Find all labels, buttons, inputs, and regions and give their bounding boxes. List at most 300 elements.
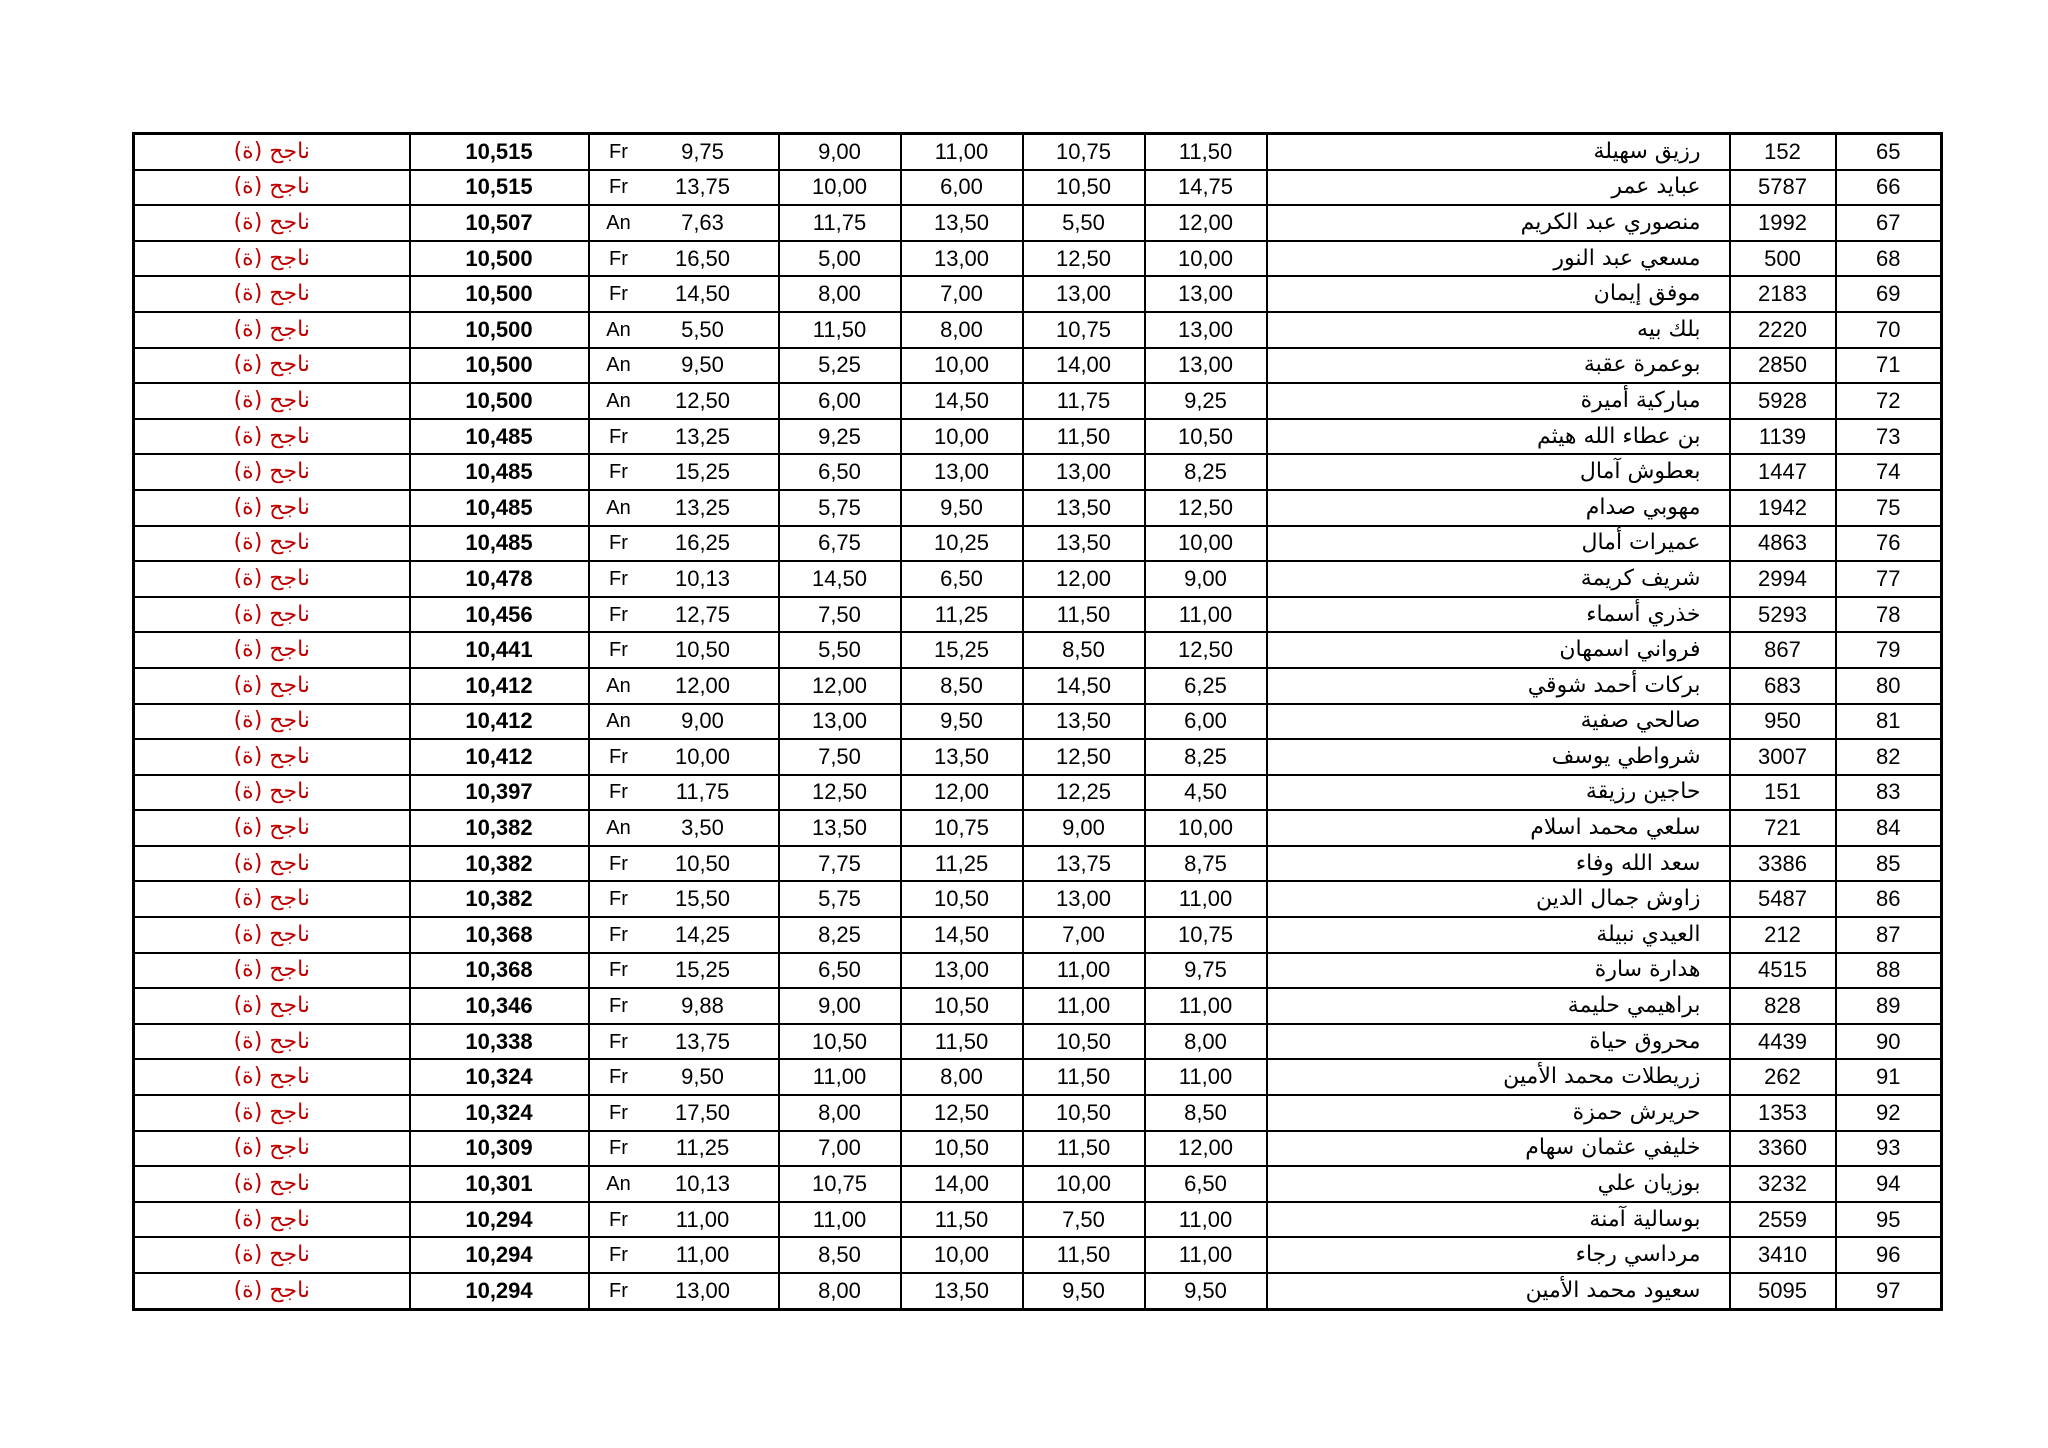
result-status [134,134,410,170]
student-name-cell [1267,1059,1730,1095]
student-name-cell [1267,775,1730,811]
grade-1: 8,50 [1184,1099,1227,1125]
grade-2: 12,50 [1055,245,1112,271]
average-cell [410,526,589,562]
status-text: ناجح (ة) [233,494,310,520]
language-grade-cell [589,383,779,419]
grade-2: 11,50 [1056,423,1111,449]
rank-number: 92 [1876,1099,1901,1125]
grade-cell [1023,846,1145,882]
student-name: بلك بيه [1637,316,1701,342]
language-code: Fr [609,1279,628,1302]
grade-3: 9,50 [940,708,983,734]
rank-number: 87 [1876,921,1901,947]
student-name: بوعمرة عقبة [1583,352,1701,378]
table-row [134,383,1942,419]
average-value: 10,382 [465,815,533,841]
language-grade-cell [589,561,779,597]
student-name-cell [1267,454,1730,490]
language-code: An [606,496,631,519]
student-id: 500 [1764,245,1801,271]
grade-3: 14,00 [933,1171,990,1197]
status-text: ناجح (ة) [233,352,310,378]
status-text: ناجح (ة) [233,708,310,734]
student-name-cell [1267,917,1730,953]
result-status [134,1131,410,1167]
rank-number: 91 [1876,1064,1901,1090]
student-id-cell [1730,1202,1836,1238]
average-value: 10,478 [465,565,533,591]
student-name-cell [1267,846,1730,882]
language-grade-cell [589,1024,779,1060]
student-id-cell [1730,988,1836,1024]
grade-4: 11,75 [812,209,867,235]
status-text: ناجح (ة) [233,886,310,912]
student-id: 721 [1764,815,1801,841]
student-name-cell [1267,170,1730,206]
grade-4: 11,50 [812,316,867,342]
grade-cell [1023,526,1145,562]
student-id-cell [1730,205,1836,241]
student-id: 2994 [1758,565,1807,591]
grade-2: 9,00 [1062,815,1105,841]
status-text: ناجح (ة) [233,1242,310,1268]
language-code: Fr [609,1137,628,1160]
grade-cell [779,632,901,668]
grade-4: 7,50 [818,601,861,627]
grade-cell [779,739,901,775]
student-id-cell [1730,704,1836,740]
grade-cell [1145,454,1267,490]
result-status [134,1059,410,1095]
student-id-cell [1730,526,1836,562]
grade-5: 10,13 [674,1171,731,1197]
student-name-cell [1267,383,1730,419]
grade-cell [779,205,901,241]
grade-cell [901,668,1023,704]
grade-cell [1023,1024,1145,1060]
grade-cell [901,241,1023,277]
rank-number: 95 [1876,1206,1901,1232]
average-cell [410,348,589,384]
student-name: مسعي عبد النور [1553,245,1701,271]
rank-number: 85 [1876,850,1901,876]
grade-cell [901,383,1023,419]
table-row [134,739,1942,775]
rank-number: 76 [1876,530,1901,556]
language-code: Fr [609,781,628,804]
grade-cell [779,1024,901,1060]
grade-2: 7,00 [1062,921,1105,947]
table-row [134,1166,1942,1202]
grade-cell [901,704,1023,740]
grade-4: 6,50 [818,459,861,485]
table-row [134,205,1942,241]
grade-1: 9,75 [1184,957,1227,983]
student-name-cell [1267,632,1730,668]
grade-cell [1023,775,1145,811]
student-name-cell [1267,1131,1730,1167]
rank-cell [1836,241,1942,277]
rank-cell [1836,454,1942,490]
table-row [134,597,1942,633]
result-status [134,1273,410,1309]
grade-cell [901,1273,1023,1309]
grade-3: 13,00 [933,957,990,983]
average-cell [410,632,589,668]
status-text: ناجح (ة) [233,637,310,663]
status-text: ناجح (ة) [233,1099,310,1125]
student-name: حريرش حمزة [1572,1099,1701,1125]
grade-cell [779,419,901,455]
table-row [134,881,1942,917]
result-status [134,632,410,668]
grade-1: 8,00 [1184,1028,1227,1054]
student-id-cell [1730,1237,1836,1273]
grade-cell [779,383,901,419]
rank-cell [1836,205,1942,241]
grade-5: 9,88 [681,993,724,1019]
student-name-cell [1267,881,1730,917]
rank-number: 66 [1876,174,1901,200]
average-value: 10,324 [465,1064,533,1090]
student-id: 1447 [1758,459,1807,485]
average-value: 10,368 [465,957,533,983]
average-cell [410,276,589,312]
status-text: ناجح (ة) [233,601,310,627]
grade-5: 13,75 [674,174,731,200]
status-text: ناجح (ة) [233,1135,310,1161]
status-text: ناجح (ة) [233,779,310,805]
result-status [134,775,410,811]
rank-cell [1836,739,1942,775]
average-cell [410,988,589,1024]
status-text: ناجح (ة) [233,174,310,200]
grade-cell [1023,632,1145,668]
table-row [134,953,1942,989]
rank-cell [1836,383,1942,419]
language-grade-cell [589,1237,779,1273]
student-name: سعد الله وفاء [1575,850,1701,876]
student-name: مرداسي رجاء [1575,1242,1701,1268]
status-text: ناجح (ة) [233,957,310,983]
rank-number: 89 [1876,993,1901,1019]
grade-2: 10,00 [1055,1171,1112,1197]
grade-cell [779,454,901,490]
rank-number: 90 [1876,1028,1901,1054]
student-id-cell [1730,739,1836,775]
rank-cell [1836,134,1942,170]
grade-1: 9,25 [1184,387,1227,413]
student-id-cell [1730,668,1836,704]
student-id: 5487 [1758,886,1807,912]
grade-4: 7,00 [818,1135,861,1161]
average-value: 10,338 [465,1028,533,1054]
grade-5: 13,75 [674,1028,731,1054]
language-code: Fr [609,567,628,590]
student-id: 4863 [1758,530,1807,556]
student-id: 1139 [1758,423,1807,449]
rank-cell [1836,846,1942,882]
grade-cell [1023,1202,1145,1238]
student-name: بوزيان علي [1597,1171,1701,1197]
rank-cell [1836,170,1942,206]
student-id: 3410 [1758,1242,1807,1268]
grade-5: 13,25 [674,494,731,520]
student-name: موفق إيمان [1593,281,1701,307]
status-text: ناجح (ة) [233,1064,310,1090]
grade-5: 13,25 [674,423,731,449]
student-id: 5293 [1758,601,1807,627]
student-name-cell [1267,668,1730,704]
average-cell [410,1166,589,1202]
grade-4: 11,00 [812,1064,867,1090]
status-text: ناجح (ة) [233,993,310,1019]
language-code: Fr [609,425,628,448]
result-status [134,810,410,846]
student-id: 151 [1764,779,1801,805]
grade-cell [1023,348,1145,384]
table-row [134,170,1942,206]
average-value: 10,294 [465,1277,533,1303]
language-code: Fr [609,1208,628,1231]
student-id-cell [1730,1273,1836,1309]
student-id: 2183 [1758,281,1807,307]
grade-2: 11,00 [1056,993,1111,1019]
student-name-cell [1267,312,1730,348]
average-value: 10,485 [465,494,533,520]
grade-cell [1023,1273,1145,1309]
student-id-cell [1730,881,1836,917]
average-cell [410,953,589,989]
grade-1: 10,75 [1177,921,1234,947]
average-value: 10,397 [465,779,533,805]
language-code: An [606,211,631,234]
grade-1: 10,00 [1177,530,1234,556]
rank-number: 65 [1876,138,1901,164]
language-grade-cell [589,846,779,882]
grade-3: 13,00 [933,459,990,485]
rank-cell [1836,276,1942,312]
rank-cell [1836,704,1942,740]
grade-1: 13,00 [1177,352,1234,378]
rank-cell [1836,881,1942,917]
grade-3: 10,25 [933,530,990,556]
average-value: 10,507 [465,209,533,235]
student-name: زريطلات محمد الأمين [1503,1064,1701,1090]
grade-5: 12,75 [674,601,731,627]
student-id: 3386 [1758,850,1807,876]
student-id: 2220 [1758,316,1807,342]
rank-number: 67 [1876,209,1901,235]
language-code: An [606,1173,631,1196]
grade-cell [901,276,1023,312]
language-grade-cell [589,917,779,953]
grade-1: 8,75 [1184,850,1227,876]
grade-3: 13,50 [933,209,990,235]
grade-cell [1145,348,1267,384]
table-row [134,526,1942,562]
grade-cell [779,1095,901,1131]
average-cell [410,312,589,348]
grade-cell [1023,704,1145,740]
average-cell [410,419,589,455]
grade-4: 8,50 [818,1242,861,1268]
rank-cell [1836,1202,1942,1238]
average-value: 10,485 [465,530,533,556]
result-status [134,953,410,989]
student-id-cell [1730,1166,1836,1202]
grade-cell [1145,917,1267,953]
grade-4: 6,50 [818,957,861,983]
grade-3: 12,50 [933,1099,990,1125]
grade-3: 15,25 [933,637,990,663]
grade-cell [779,846,901,882]
rank-cell [1836,1095,1942,1131]
grade-2: 13,50 [1055,494,1112,520]
grade-4: 9,25 [818,423,861,449]
language-grade-cell [589,1166,779,1202]
grade-1: 11,00 [1178,1064,1233,1090]
status-text: ناجح (ة) [233,281,310,307]
status-text: ناجح (ة) [233,459,310,485]
grade-5: 11,25 [675,1135,730,1161]
student-id: 212 [1764,921,1801,947]
average-cell [410,170,589,206]
results-table [132,132,1943,1311]
grade-cell [1023,988,1145,1024]
grade-4: 7,75 [818,850,861,876]
grade-cell [901,917,1023,953]
student-id-cell [1730,1131,1836,1167]
grade-2: 12,00 [1055,565,1112,591]
average-value: 10,500 [465,281,533,307]
average-value: 10,515 [465,138,533,164]
grade-cell [901,526,1023,562]
status-text: ناجح (ة) [233,138,310,164]
grade-cell [901,1131,1023,1167]
grade-cell [779,526,901,562]
student-id: 867 [1764,637,1801,663]
grade-4: 12,50 [811,779,868,805]
grade-cell [1023,1059,1145,1095]
average-cell [410,1059,589,1095]
language-code: Fr [609,461,628,484]
rank-number: 75 [1876,494,1901,520]
grade-cell [779,490,901,526]
student-id-cell [1730,561,1836,597]
student-id: 3360 [1758,1135,1807,1161]
grade-3: 8,00 [940,316,983,342]
student-name-cell [1267,205,1730,241]
grade-cell [1145,312,1267,348]
student-name-cell [1267,953,1730,989]
rank-number: 80 [1876,672,1901,698]
grade-cell [1145,526,1267,562]
grade-cell [1145,810,1267,846]
student-id-cell [1730,597,1836,633]
student-id: 1353 [1758,1099,1807,1125]
grade-cell [901,953,1023,989]
grade-2: 10,75 [1055,316,1112,342]
average-value: 10,309 [465,1135,533,1161]
average-value: 10,500 [465,352,533,378]
grade-2: 11,50 [1056,601,1111,627]
rank-number: 88 [1876,957,1901,983]
rank-number: 82 [1876,743,1901,769]
grade-2: 13,00 [1055,459,1112,485]
grade-3: 8,00 [940,1064,983,1090]
grade-cell [779,1273,901,1309]
grade-4: 8,00 [818,281,861,307]
grade-cell [1023,1166,1145,1202]
result-status [134,1166,410,1202]
average-value: 10,500 [465,387,533,413]
language-code: An [606,710,631,733]
status-text: ناجح (ة) [233,387,310,413]
grade-3: 10,50 [933,1135,990,1161]
grade-2: 11,50 [1056,1135,1111,1161]
grade-cell [1023,561,1145,597]
result-status [134,704,410,740]
grade-3: 6,50 [940,565,983,591]
rank-number: 86 [1876,886,1901,912]
grade-cell [779,881,901,917]
language-grade-cell [589,1131,779,1167]
result-status [134,561,410,597]
language-code: Fr [609,140,628,163]
grade-2: 10,50 [1055,1099,1112,1125]
grade-5: 10,00 [674,743,731,769]
status-text: ناجح (ة) [233,245,310,271]
grade-5: 11,75 [675,779,730,805]
grade-3: 12,00 [933,779,990,805]
grade-cell [901,312,1023,348]
result-status [134,205,410,241]
grade-cell [779,276,901,312]
language-code: Fr [609,923,628,946]
average-value: 10,412 [465,743,533,769]
grade-1: 11,00 [1178,601,1233,627]
student-id: 3232 [1758,1171,1807,1197]
table-row [134,1273,1942,1309]
student-id: 828 [1764,993,1801,1019]
grade-cell [901,775,1023,811]
grade-2: 13,75 [1055,850,1112,876]
rank-cell [1836,632,1942,668]
result-status [134,526,410,562]
grade-4: 10,00 [811,174,868,200]
language-grade-cell [589,597,779,633]
language-grade-cell [589,454,779,490]
rank-number: 69 [1876,281,1901,307]
student-name-cell [1267,348,1730,384]
language-grade-cell [589,241,779,277]
grade-cell [779,988,901,1024]
student-name: زاوش جمال الدين [1536,886,1701,912]
student-id-cell [1730,170,1836,206]
average-cell [410,775,589,811]
language-grade-cell [589,348,779,384]
grade-cell [1145,205,1267,241]
average-cell [410,205,589,241]
average-value: 10,456 [465,601,533,627]
grade-cell [901,846,1023,882]
average-cell [410,846,589,882]
grade-1: 13,00 [1177,316,1234,342]
grade-2: 13,00 [1055,886,1112,912]
result-status [134,881,410,917]
